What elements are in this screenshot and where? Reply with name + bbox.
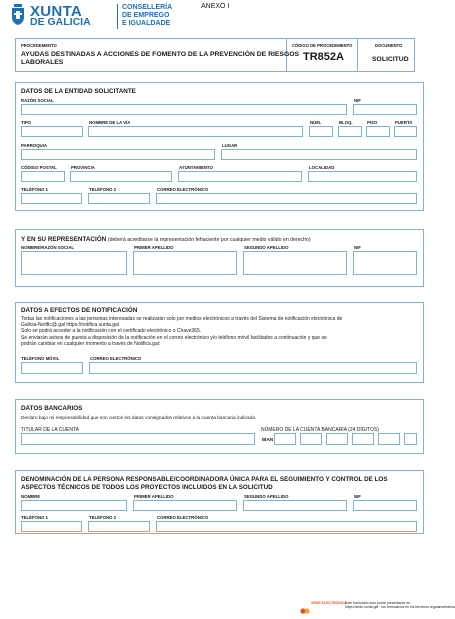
sede-badge: SEDE ELECTRÓNICA	[311, 601, 347, 605]
nif-label: NIF	[354, 98, 361, 103]
rep-nif-label: NIF	[354, 245, 361, 250]
tipo-label: TIPO	[21, 120, 32, 125]
logo-divider	[117, 4, 118, 29]
tipo-field[interactable]	[21, 126, 83, 137]
nif-field[interactable]	[353, 104, 417, 115]
resp-nombre-label: NOMBRE	[21, 494, 41, 499]
resp-correo-label: CORREO ELECTRÓNICO	[157, 515, 209, 520]
correo-field[interactable]	[156, 193, 417, 204]
resp-segundo-apellido-label: SEGUNDO APELLIDO	[244, 494, 289, 499]
logo-text: XUNTA	[30, 3, 83, 20]
document-label: DOCUMENTO	[375, 43, 403, 48]
rep-nombre-label: NOMBRE/RAZÓN SOCIAL	[21, 245, 74, 250]
lugar-label: LUGAR	[222, 143, 238, 148]
telefono-movil-field[interactable]	[21, 362, 83, 374]
notif-correo-field[interactable]	[89, 362, 417, 374]
resp-telefono1-label: TELÉFONO 1	[21, 515, 48, 520]
titular-field[interactable]	[21, 433, 255, 445]
rep-segundo-apellido-label: SEGUNDO APELLIDO	[244, 245, 289, 250]
sede-icon	[300, 601, 310, 607]
footer-text: Este formulario solo podrá presentarse en https://sede.xunta.gal · los formularios en los términos regulamentarios	[345, 601, 455, 609]
num-label: NÚM.	[310, 120, 321, 125]
resp-telefono2-label: TELÉFONO 2	[89, 515, 116, 520]
iban-group-field[interactable]	[404, 433, 417, 445]
notification-title: DATOS A EFECTOS DE NOTIFICACIÓN	[21, 307, 138, 314]
representation-title: Y EN SU REPRESENTACIÓN (deberá acreditarse la representación fehaciente por cualquier medio válido en derecho)	[21, 236, 311, 243]
resp-nombre-field[interactable]	[21, 500, 127, 511]
iban-label: IBAN	[262, 437, 274, 442]
resp-nif-field[interactable]	[353, 500, 417, 511]
entity-section	[15, 82, 424, 211]
document-type: SOLICITUD	[372, 56, 409, 63]
nombre-via-field[interactable]	[88, 126, 303, 137]
code-label: CÓDIGO DE PROCEDIMIENTO	[292, 43, 353, 48]
procedure-code: TR852A	[303, 51, 344, 63]
localidad-field[interactable]	[308, 171, 417, 182]
provincia-field[interactable]	[70, 171, 172, 182]
parroquia-label: PARROQUIA	[21, 143, 47, 148]
procedure-label: PROCEDEMENTO	[21, 43, 57, 48]
resp-primer-apellido-field[interactable]	[133, 500, 237, 511]
codigo-postal-label: CÓDIGO POSTAL	[21, 165, 57, 170]
titular-label: TITULAR DE LA CUENTA	[21, 427, 79, 433]
puerta-field[interactable]	[394, 126, 417, 137]
resp-segundo-apellido-field[interactable]	[243, 500, 347, 511]
num-field[interactable]	[309, 126, 333, 137]
iban-group-field[interactable]	[274, 433, 296, 445]
razon-social-label: RAZÓN SOCIAL	[21, 98, 54, 103]
telefono2-label: TELÉFONO 2	[89, 187, 116, 192]
account-number-label: NÚMERO DE LA CUENTA BANCARIA (24 DÍGITOS)	[261, 427, 379, 433]
divider	[357, 38, 358, 72]
rep-segundo-apellido-field[interactable]	[243, 251, 347, 275]
telefono1-label: TELÉFONO 1	[21, 187, 48, 192]
iban-group-field[interactable]	[300, 433, 322, 445]
rep-primer-apellido-field[interactable]	[133, 251, 237, 275]
resp-telefono1-field[interactable]	[21, 521, 82, 532]
rep-nombre-field[interactable]	[21, 251, 127, 275]
provincia-label: PROVINCIA	[71, 165, 95, 170]
annex-label: ANEXO I	[201, 3, 230, 10]
lugar-field[interactable]	[221, 149, 417, 160]
ayuntamiento-field[interactable]	[178, 171, 302, 182]
localidad-label: LOCALIDAD	[309, 165, 335, 170]
codigo-postal-field[interactable]	[21, 171, 65, 182]
telefono2-field[interactable]	[88, 193, 150, 204]
procedure-title: AYUDAS DESTINADAS A ACCIONES DE FOMENTO DE LA PREVENCIÓN DE RIESGOS LABORALES	[21, 51, 300, 66]
logo-subtext: DE GALICIA	[30, 16, 91, 28]
bank-title: DATOS BANCARIOS	[21, 405, 83, 412]
rep-primer-apellido-label: PRIMER APELLIDO	[134, 245, 174, 250]
xunta-logo-icon	[10, 3, 26, 27]
iban-group-field[interactable]	[326, 433, 348, 445]
piso-label: PISO	[367, 120, 378, 125]
parroquia-field[interactable]	[21, 149, 215, 160]
responsible-title: DENOMINACIÓN DE LA PERSONA RESPONSABLE/COORDINADORA ÚNICA PARA EL SEGUIMIENTO Y CONTROL DE LOS ASPECTOS TÉCNICOS DE TODOS LOS PROYECTOS INCLUIDOS EN LA SOLICITUD	[21, 476, 388, 491]
puerta-label: PUERTA	[395, 120, 413, 125]
notif-correo-label: CORREO ELECTRÓNICO	[90, 356, 142, 361]
resp-correo-field[interactable]	[156, 521, 417, 532]
telefono-movil-label: TELÉFONO MÓVIL	[21, 356, 60, 361]
razon-social-field[interactable]	[21, 104, 347, 115]
piso-field[interactable]	[366, 126, 390, 137]
entity-title: DATOS DE LA ENTIDAD SOLICITANTE	[21, 88, 136, 95]
bloq-label: BLOQ.	[339, 120, 353, 125]
bank-declaration: Declaro bajo mi responsabilidad que son ciertos los datos consignados relativos a la cuenta bancaria indicada.	[21, 416, 257, 421]
bloq-field[interactable]	[338, 126, 362, 137]
ayuntamiento-label: AYUNTAMIENTO	[179, 165, 213, 170]
iban-group-field[interactable]	[378, 433, 400, 445]
resp-telefono2-field[interactable]	[88, 521, 150, 532]
telefono1-field[interactable]	[21, 193, 82, 204]
notification-text: Todas las notificaciones a las personas interesadas se realizarán solo por medios electrónicos a través del Sistema de notificación electrónica de Galicia-Notific@.gal https://notifica.xunta.gal Solo se podrá acceder a la notificación con el certificado electrónico o Chave365. Se enviarán avisos de puesta a disposición de la notificación en el correo electrónico y/o teléfono móvil facilitados a continuación y que se podrán cambiar en cualquier momento a través de Notifica.gal:	[21, 316, 343, 347]
resp-primer-apellido-label: PRIMER APELLIDO	[134, 494, 174, 499]
rep-nif-field[interactable]	[353, 251, 417, 275]
correo-label: CORREO ELECTRÓNICO	[157, 187, 209, 192]
resp-nif-label: NIF	[354, 494, 361, 499]
nombre-via-label: NOMBRE DE LA VÍA	[89, 120, 131, 125]
iban-group-field[interactable]	[352, 433, 374, 445]
department-name: CONSELLERÍA DE EMPREGO E IGUALDADE	[122, 4, 173, 28]
